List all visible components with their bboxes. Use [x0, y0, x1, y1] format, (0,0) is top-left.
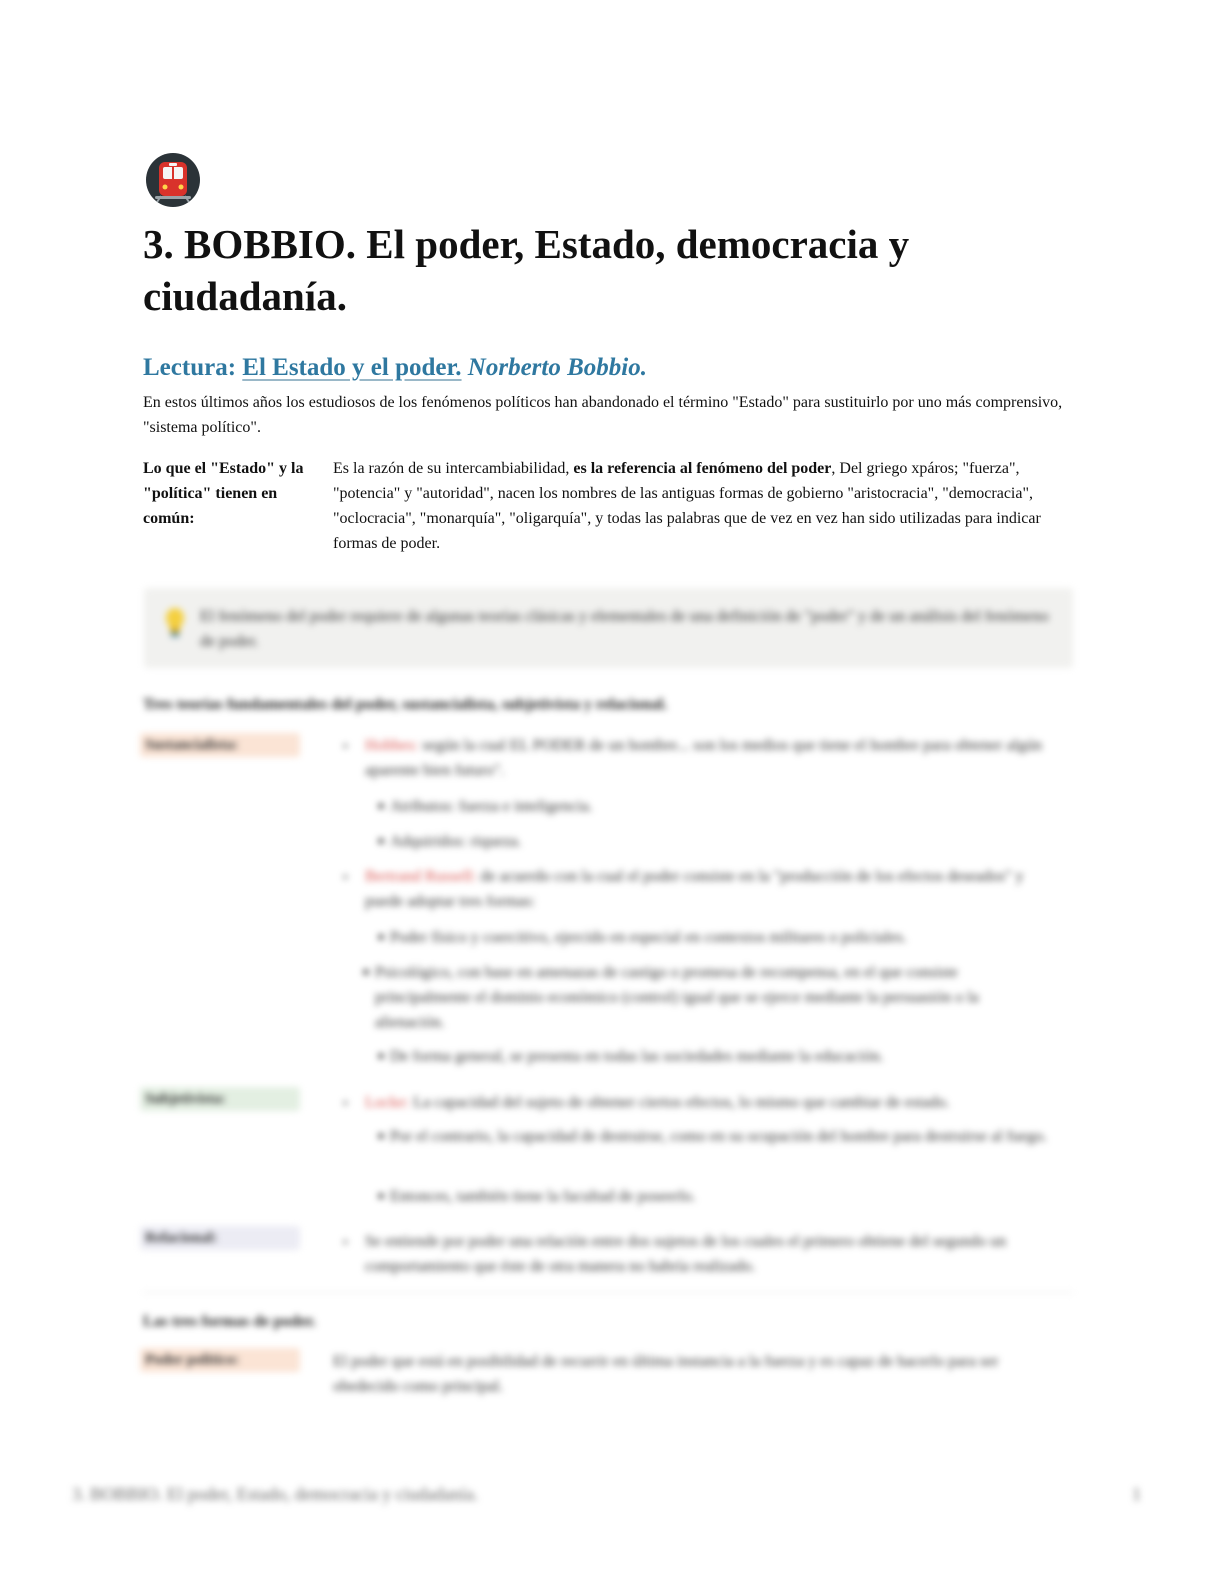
definition-text-bold: es la referencia al fenómeno del poder	[573, 460, 832, 477]
item-author: Bertrand Russell:	[365, 868, 477, 885]
item-text: La capacidad del sujeto de obtener ciertos efectos, lo mismo que cambiar de estado.	[409, 1094, 950, 1111]
callout-box	[144, 588, 1073, 668]
forms-heading: Las tres formas de poder.	[143, 1313, 316, 1330]
intro-paragraph: En estos últimos años los estudiosos de los fenómenos políticos han abandonado el término "Estado" para sustituirlo por uno más comprensivo, "sistema político".	[143, 394, 1063, 436]
tag-sustancialista: Sustancialista:	[140, 733, 300, 757]
forms-text: El poder que está en posibilidad de recurrir en última instancia a la fuerza y es capaz de hacerlo para ser obedecido como principal.	[333, 1353, 999, 1395]
reading-link[interactable]: El Estado y el poder.	[242, 354, 462, 381]
footer-title: 3. BOBBIO. El poder, Estado, democracia y ciudadanía.	[72, 1484, 479, 1504]
item-text: según la cual EL PODER de un hombre... son los medios que tiene el hombre para obtener algún aparente bien futuro".	[365, 737, 1043, 779]
list-item: ■ Entonces, también tiene la facultad de poseerlo.	[390, 1184, 1050, 1209]
list-item: ■ De forma general, se presenta en todas las sociedades mediante la educación.	[390, 1044, 1050, 1069]
reading-heading	[143, 352, 647, 384]
tag-relacional: Relacional:	[140, 1226, 300, 1250]
theories-heading: Tres teorías fundamentales del poder, sustancialista, subjetivista y relacional.	[143, 696, 668, 713]
list-item	[365, 1090, 1055, 1115]
list-item: ■ Psicológico, con base en amenazas de castigo o promesa de recompensa, en el que consiste principalmente el dominio económico (control) igual que se ejerce mediante la persuasión o la alienación.	[375, 960, 1035, 1035]
item-text: de acuerdo con la cual el poder consiste en la "producción de los efectos deseados" y puede adoptar tres formas:	[365, 868, 1024, 910]
footer-page-number: 1	[1132, 1484, 1141, 1504]
definition-label: Lo que el "Estado" y la "política" tienen en común:	[143, 460, 304, 527]
definition-text	[333, 456, 1071, 556]
item-author: Hobbes:	[365, 737, 419, 754]
callout-text: El fenómeno del poder requiere de algunas teorías clásicas y elementales de una definición de "poder" y de un análisis del fenómeno de poder.	[200, 608, 1049, 650]
list-item: ■ Adquiridos: riqueza.	[390, 829, 1050, 854]
page-title: 3. BOBBIO. El poder, Estado, democracia y ciudadanía.	[143, 221, 910, 319]
list-item: ■ Por el contrario, la capacidad de destruirse, como en su ocupación del hombre para destruirse al fuego.	[390, 1124, 1060, 1149]
list-item: ■ Atributos: fuerza e inteligencia.	[390, 794, 1050, 819]
divider	[143, 1292, 1073, 1293]
list-item: ▪ Se entiende por poder una relación entre dos sujetos de los cuales el primero obtiene del segundo un comportamiento que éste de otra manera no habría realizado.	[365, 1229, 1070, 1279]
definition-text-start: Es la razón de su intercambiabilidad,	[333, 460, 574, 477]
list-item: ■ Poder físico y coercitivo, ejercido en especial en contextos militares o policiales.	[390, 925, 1050, 950]
reading-prefix: Lectura:	[143, 354, 243, 381]
lightbulb-icon	[164, 608, 186, 638]
definition-text-end: , Del griego xpáros; "fuerza", "potencia" y "autoridad", nacen los nombres de las antiguas formas de gobierno "aristocracia", "democracia", "oclocracia", "monarquía", "oligarquía", y todas las palabras que de vez en vez han sido utilizadas para indicar formas de poder.	[333, 460, 1041, 552]
list-item	[365, 864, 1060, 914]
tag-subjetivista: Subjetivista:	[140, 1087, 300, 1111]
tag-poder-politico: Poder político:	[140, 1348, 300, 1372]
reading-author: Norberto Bobbio.	[461, 354, 647, 381]
item-author: Locke:	[365, 1094, 410, 1111]
metro-train-icon	[145, 152, 201, 208]
list-item	[365, 733, 1055, 783]
